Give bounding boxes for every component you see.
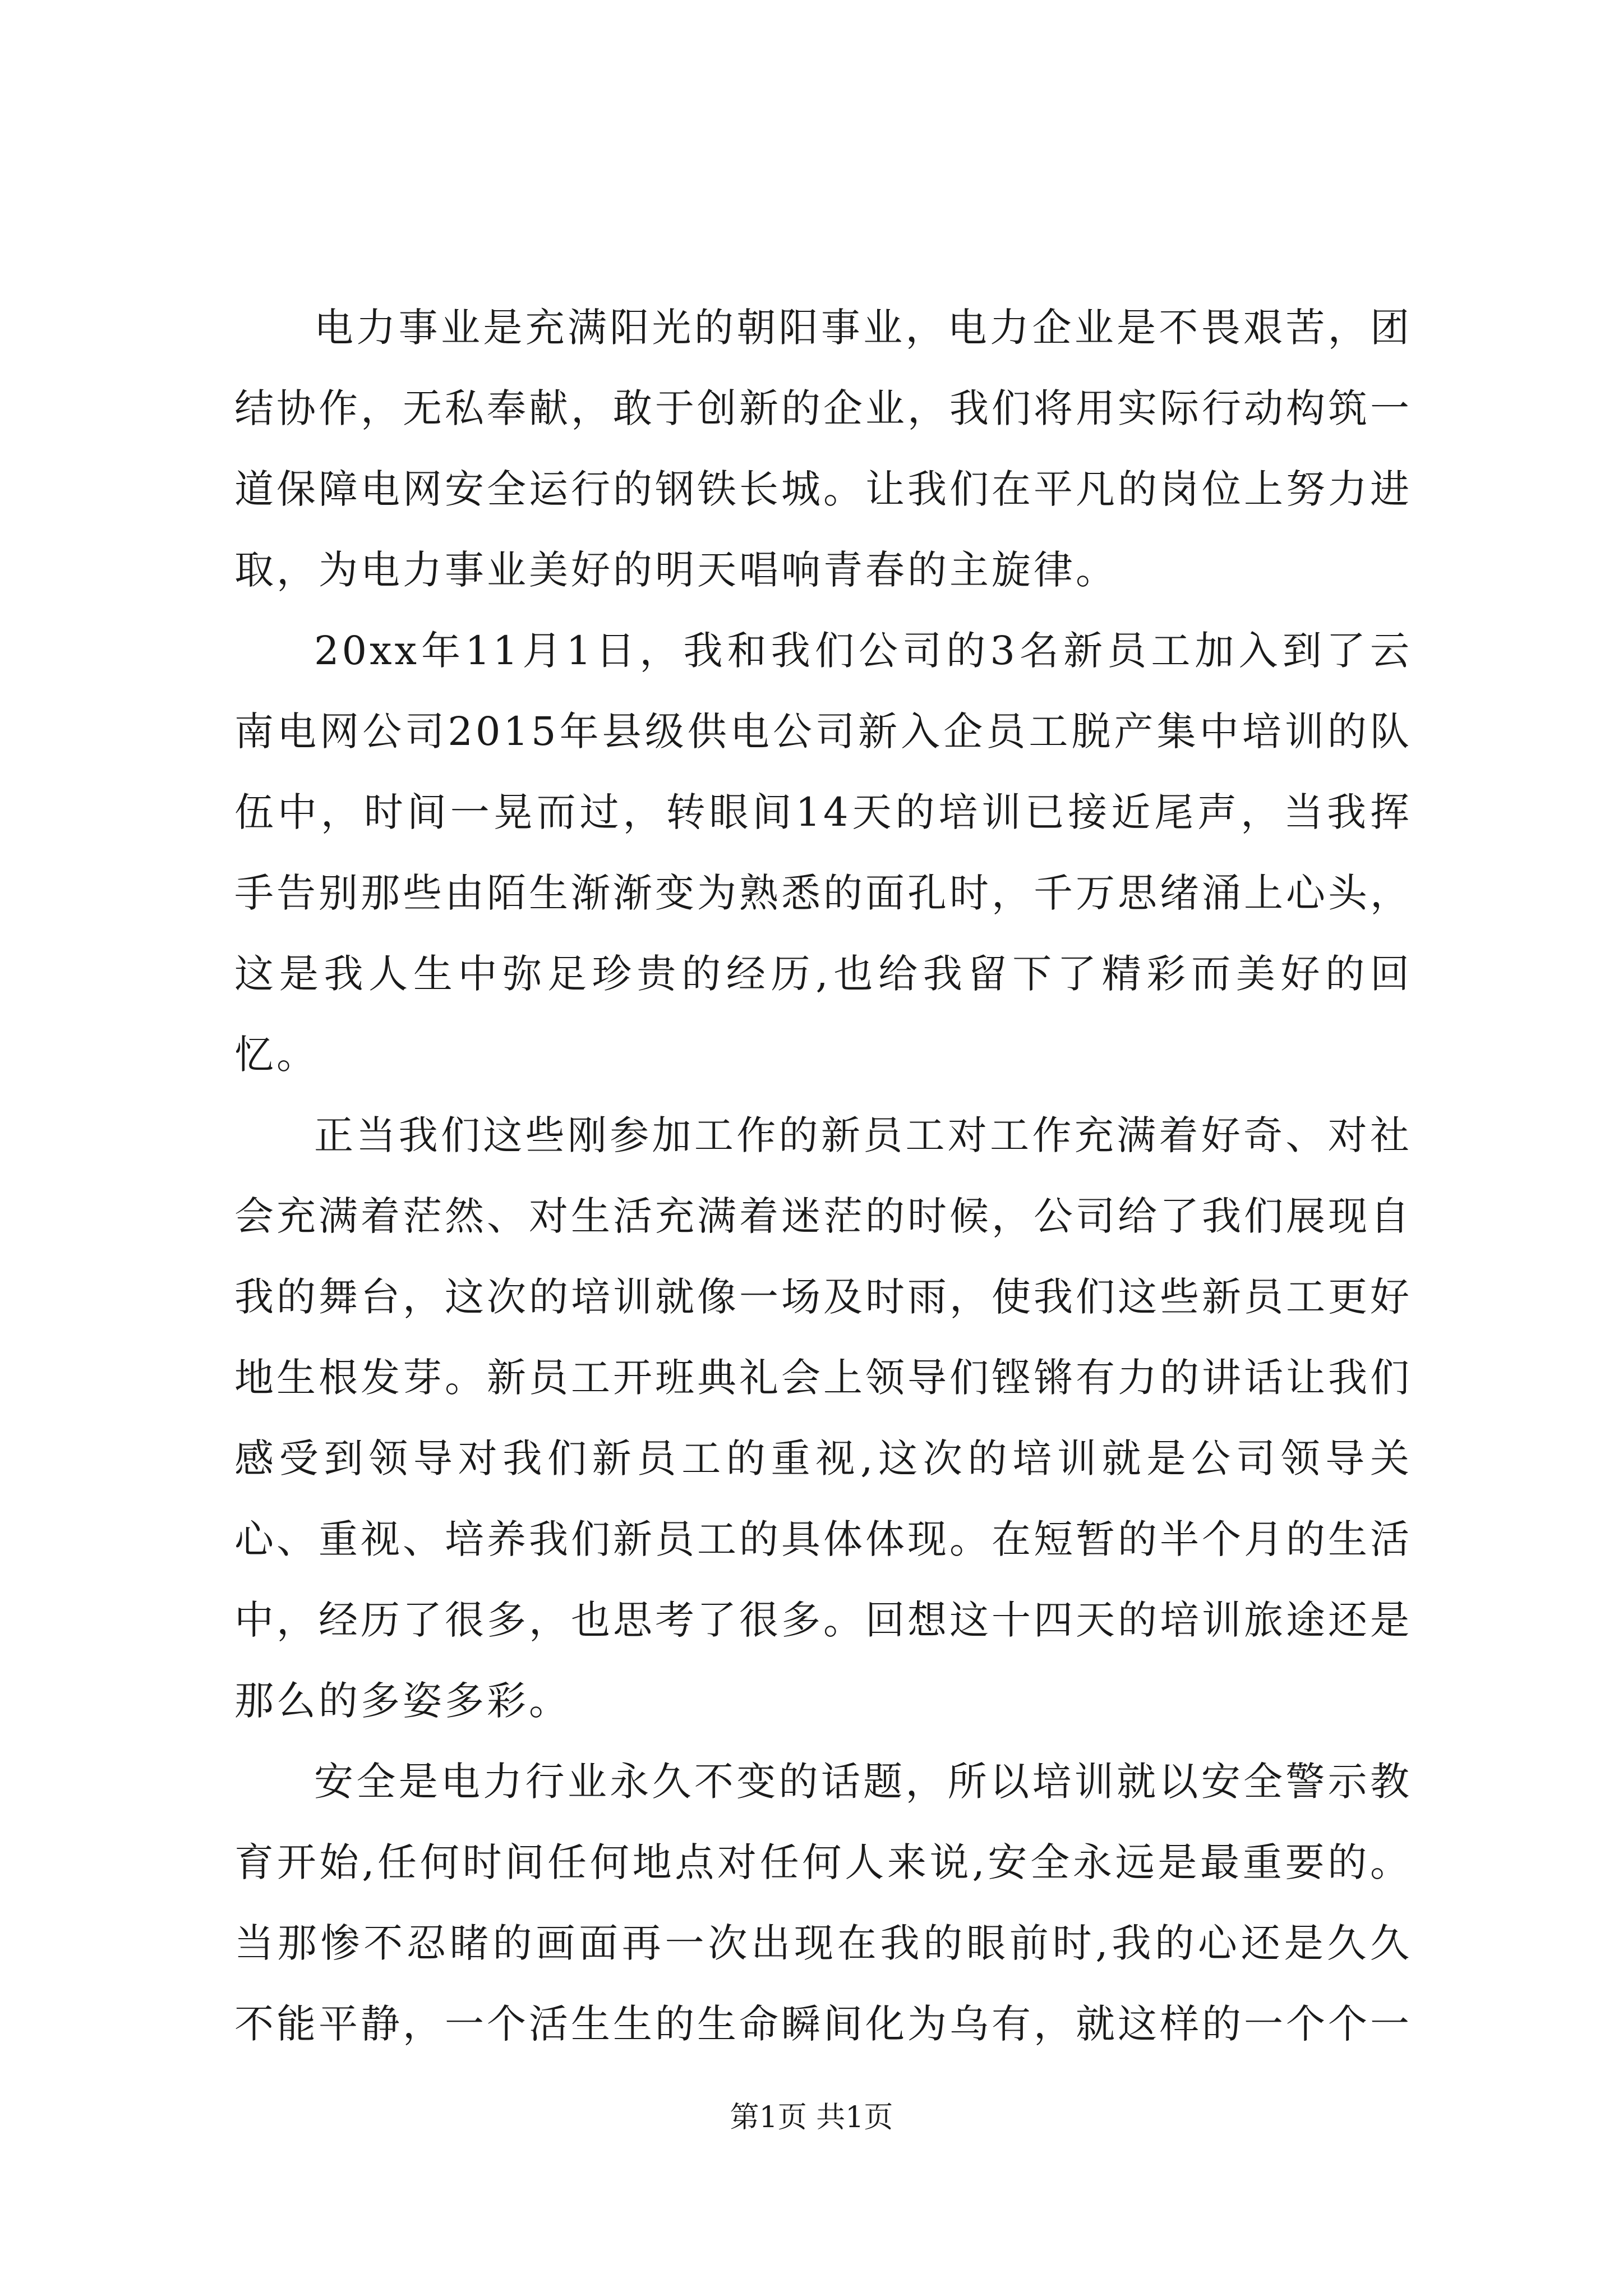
paragraph-2: 20xx年11月1日，我和我们公司的3名新员工加入到了云南电网公司2015年县级供电公司新入企员工脱产集中培训的队伍中，时间一晃而过，转眼间14天的培训已接近尾声，当我挥手告别那些由陌生渐渐变为熟悉的面孔时，千万思绪涌上心头，这是我人生中弥足珍贵的经历,也给我留下了精彩而美好的回忆。 [234,628,1412,1078]
paragraph-3: 正当我们这些刚参加工作的新员工对工作充满着好奇、对社会充满着茫然、对生活充满着迷茫的时候，公司给了我们展现自我的舞台，这次的培训就像一场及时雨，使我们这些新员工更好地生根发芽。新员工开班典礼会上领导们铿锵有力的讲话让我们感受到领导对我们新员工的重视,这次的培训就是公司领导关心、重视、培养我们新员工的具体体现。在短暂的半个月的生活中，经历了很多，也思考了很多。回想这十四天的培训旅途还是那么的多姿多彩。 [234,1112,1412,1724]
paragraph-1: 电力事业是充满阳光的朝阳事业，电力企业是不畏艰苦，团结协作，无私奉献，敢于创新的企业，我们将用实际行动构筑一道保障电网安全运行的钢铁长城。让我们在平凡的岗位上努力进取，为电力事业美好的明天唱响青春的主旋律。 [234,305,1412,593]
document-body [234,287,1412,2064]
page-footer: 第1页 共1页 [730,2101,893,2134]
paragraph-4: 安全是电力行业永久不变的话题，所以培训就以安全警示教育开始,任何时间任何地点对任何人来说,安全永远是最重要的。当那惨不忍睹的画面再一次出现在我的眼前时,我的心还是久久不能平静，一个活生生的生命瞬间化为乌有，就这样的一个个一 [234,1759,1412,2047]
